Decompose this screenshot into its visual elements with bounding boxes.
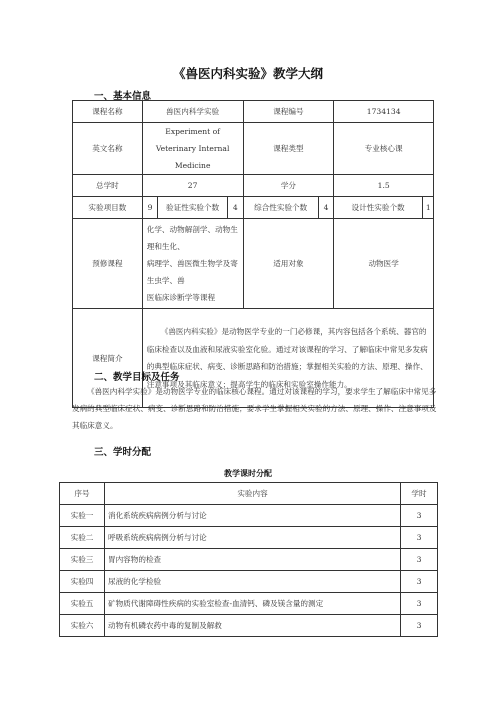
section-heading-basic-info: 一、基本信息 (94, 91, 152, 102)
header-no: 序号 (60, 483, 105, 505)
table-row (60, 505, 438, 527)
row-content: 消化系统疾病病例分析与讨论 (105, 505, 401, 527)
row-content: 呼吸系统疾病病例分析与讨论 (105, 527, 401, 549)
design-label: 设计性实验个数 (334, 197, 423, 219)
header-hours: 学时 (401, 483, 438, 505)
row-no: 实验三 (60, 549, 105, 571)
row-content: 动物有机磷农药中毒的复制及解救 (105, 615, 401, 637)
credits-label: 学分 (243, 175, 334, 197)
row-content: 胃内容物的检查 (105, 549, 401, 571)
intro-label: 课程简介 (73, 309, 143, 408)
exp-count-value: 9 (142, 197, 158, 219)
course-type-label: 课程类型 (243, 123, 334, 175)
table-row (60, 549, 438, 571)
verify-label: 验证性实验个数 (158, 197, 228, 219)
row-no: 实验五 (60, 593, 105, 615)
course-name-value: 兽医内科学实验 (142, 101, 243, 123)
audience-label: 适用对象 (243, 219, 334, 309)
english-name-value (142, 123, 243, 175)
row-no: 实验一 (60, 505, 105, 527)
table-row (60, 527, 438, 549)
audience-value: 动物医学 (334, 219, 434, 309)
credits-value: 1.5 (334, 175, 434, 197)
table-row (60, 615, 438, 637)
row-hours: 3 (401, 571, 438, 593)
prereq-label: 预修课程 (73, 219, 143, 309)
prereq-line-3: 医临床诊断学等课程 (146, 293, 216, 302)
course-code-label: 课程编号 (243, 101, 334, 123)
row-content: 矿物质代谢障碍性疾病的实验室检查-血清钙、磷及镁含量的测定 (105, 593, 401, 615)
row-hours: 3 (401, 549, 438, 571)
prereq-line-2: 病理学、兽医微生物学及寄生虫学、兽 (146, 259, 238, 285)
schedule-caption: 教学课时分配 (224, 469, 272, 478)
document-title: 《兽医内科实验》教学大纲 (172, 66, 323, 81)
total-hours-label: 总学时 (73, 175, 143, 197)
course-type-value: 专业核心课 (334, 123, 434, 175)
total-hours-value: 27 (142, 175, 243, 197)
intro-text: 《兽医内科实验》是动物医学专业的一门必修课，其内容包括各个系统、器官的临床检查以及血液和尿液实验室化验。通过对该课程的学习、了解临床中常见多发病的典型临床症状、病变、诊断思路和防治措施；掌握相关实验的方法、原理、操作、注意事项及其临床意义；提高学生的临床和实验室操作能力。 (142, 309, 433, 408)
comprehensive-label: 综合性实验个数 (243, 197, 318, 219)
row-no: 实验六 (60, 615, 105, 637)
verify-count: 4 (228, 197, 244, 219)
english-name-line-2: Medicine (174, 161, 211, 170)
header-content: 实验内容 (105, 483, 401, 505)
schedule-header-row (60, 483, 438, 505)
basic-info-table (72, 100, 434, 408)
row-hours: 3 (401, 527, 438, 549)
prereq-value (142, 219, 243, 309)
course-code-value: 1734134 (334, 101, 434, 123)
row-hours: 3 (401, 615, 438, 637)
schedule-table (59, 482, 438, 637)
row-no: 实验四 (60, 571, 105, 593)
section-heading-goals: 二、教学目标及任务 (94, 372, 180, 383)
row-hours: 3 (401, 505, 438, 527)
table-row (60, 593, 438, 615)
exp-count-label: 实验项目数 (73, 197, 143, 219)
english-name-label: 英文名称 (73, 123, 143, 175)
design-count: 1 (422, 197, 433, 219)
prereq-line-1: 化学、动物解剖学、动物生理和生化、 (146, 225, 238, 251)
row-content: 尿液的化学检验 (105, 571, 401, 593)
goals-paragraph: 《兽医内科学实验》是动物医学专业的临床核心课程。通过对该课程的学习，要求学生了解临床中常见多发病的典型临床症状、病变、诊断思路和防治措施；要求学生掌握相关实验的方法、原理、操作、注意事项及其临床意义。 (72, 387, 437, 430)
section-heading-hours: 三、学时分配 (94, 447, 152, 458)
table-row (60, 571, 438, 593)
english-name-line-1: Experiment of Veterinary Internal (155, 127, 230, 153)
row-hours: 3 (401, 593, 438, 615)
course-name-label: 课程名称 (73, 101, 143, 123)
row-no: 实验二 (60, 527, 105, 549)
comprehensive-count: 4 (318, 197, 334, 219)
